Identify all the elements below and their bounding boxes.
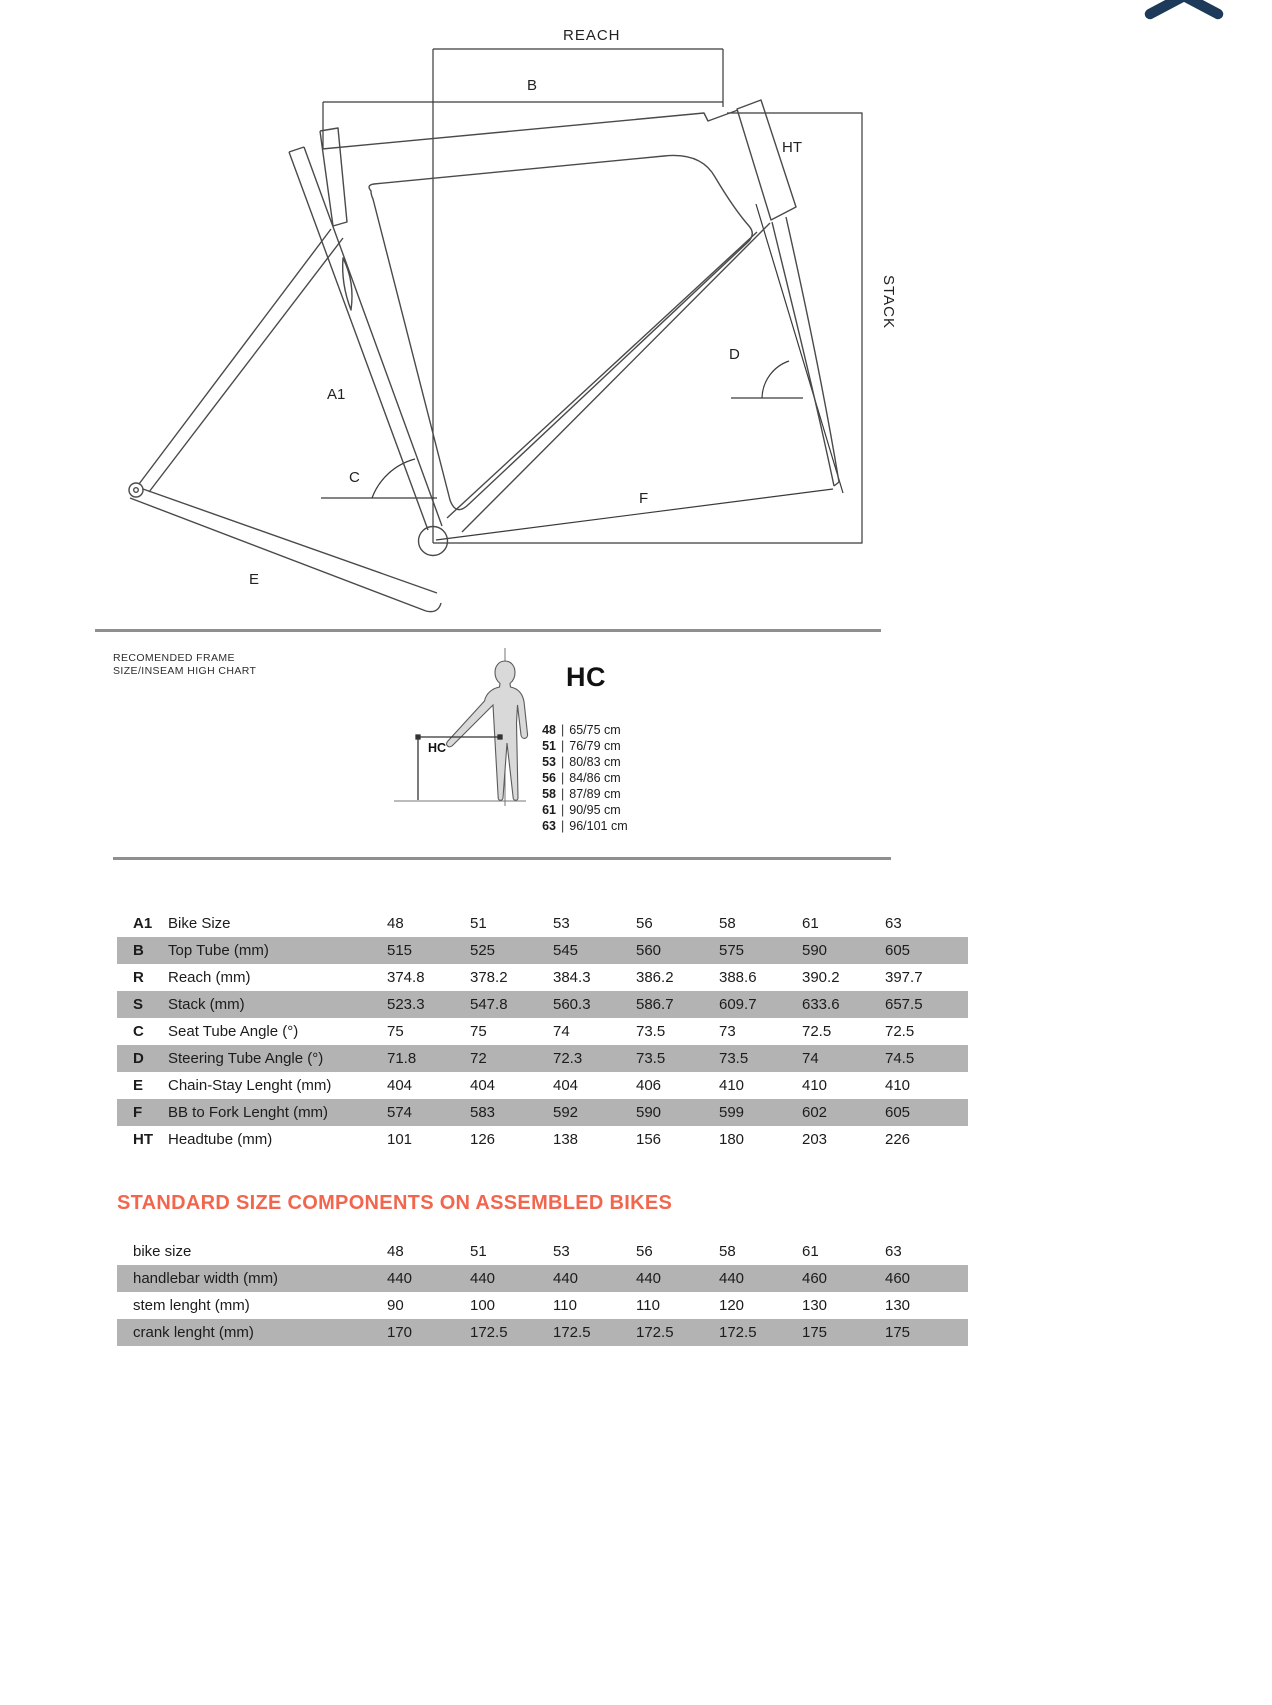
separator: | (561, 739, 565, 753)
seat-angle-label: C (349, 469, 360, 486)
table-row: stem lenght (mm) 90 100 110 110 120 130 130 (133, 1297, 911, 1314)
seat-tube-label: A1 (327, 386, 346, 403)
steering-axis-line (756, 204, 843, 493)
table-row: B Top Tube (mm) 515 525 545 560 575 590 605 (117, 937, 968, 964)
inseam-range: 90/95 cm (569, 803, 621, 817)
figure-hc-label: HC (428, 741, 447, 755)
hc-title: HC (566, 662, 606, 692)
table-row: HT Headtube (mm) 101 126 138 156 180 203 226 (133, 1131, 911, 1148)
inseam-range: 87/89 cm (569, 787, 621, 801)
table-row: R Reach (mm) 374.8 378.2 384.3 386.2 388.6 390.2 397.7 (133, 969, 923, 986)
inseam-range: 76/79 cm (569, 739, 621, 753)
rear-dropout (129, 483, 143, 497)
components-table (117, 1238, 968, 1346)
close-button[interactable] (1118, 0, 1238, 30)
table-row: S Stack (mm) 523.3 547.8 560.3 586.7 609.7 633.6 657.5 (117, 991, 968, 1018)
bb-fork-line (436, 489, 833, 540)
human-silhouette (447, 661, 528, 800)
seat-stays (139, 229, 346, 492)
frame-geometry-diagram (0, 0, 1272, 628)
separator: | (561, 819, 565, 833)
down-tube (447, 223, 770, 532)
reach-box (433, 49, 723, 543)
table-row: crank lenght (mm) 170 172.5 172.5 172.5 172.5 175 175 (117, 1319, 968, 1346)
separator: | (561, 755, 565, 769)
head-tube-label: HT (782, 139, 802, 156)
top-tube-label: B (527, 77, 538, 94)
table-row: F BB to Fork Lenght (mm) 574 583 592 590 599 602 605 (117, 1099, 968, 1126)
chain-stays (130, 489, 441, 612)
table-row: handlebar width (mm) 440 440 440 440 440 460 460 (117, 1265, 968, 1292)
stack-label: STACK (880, 275, 897, 329)
rear-dropout-axle (134, 488, 139, 493)
top-tube-measure (323, 102, 723, 149)
list-item: 48 | 65/75 cm (542, 723, 621, 737)
seat-tube (289, 147, 442, 530)
list-item: 51 | 76/79 cm (542, 739, 621, 753)
close-icon (1118, 0, 1238, 30)
separator: | (561, 803, 565, 817)
heading-line-2: SIZE/INSEAM HIGH CHART (113, 665, 257, 677)
table-row: A1 Bike Size 48 51 53 56 58 61 63 (133, 915, 902, 932)
steer-angle-measure (731, 361, 803, 398)
table-row: C Seat Tube Angle (°) 75 75 74 73.5 73 72.5 72.5 (133, 1023, 915, 1040)
list-item: 63 | 96/101 cm (542, 819, 628, 833)
steer-angle-label: D (729, 346, 740, 363)
inseam-range: 84/86 cm (569, 771, 621, 785)
table-top-rule (113, 857, 891, 860)
inseam-range: 96/101 cm (569, 819, 628, 833)
components-heading: STANDARD SIZE COMPONENTS ON ASSEMBLED BIKES (117, 1192, 673, 1214)
main-triangle-inner (369, 155, 752, 509)
separator: | (561, 771, 565, 785)
inseam-range: 65/75 cm (569, 723, 621, 737)
head-tube (737, 100, 796, 220)
list-item: 56 | 84/86 cm (542, 771, 621, 785)
table-row: E Chain-Stay Lenght (mm) 404 404 404 406 410 410 410 (133, 1077, 911, 1094)
table-row: D Steering Tube Angle (°) 71.8 72 72.3 73.5 73.5 74 74.5 (117, 1045, 968, 1072)
seat-post-notch (320, 128, 347, 226)
geometry-table (117, 910, 968, 1153)
list-item: 58 | 87/89 cm (542, 787, 621, 801)
section-divider (95, 629, 881, 632)
inseam-size-list (530, 722, 628, 834)
chain-stay-label: E (249, 571, 260, 588)
table-row: bike size 48 51 53 56 58 61 63 (133, 1243, 902, 1260)
inseam-chart-heading (113, 652, 256, 678)
list-item: 61 | 90/95 cm (542, 803, 621, 817)
reach-label: REACH (563, 27, 621, 44)
list-item: 53 | 80/83 cm (542, 755, 621, 769)
heading-line-1: RECOMENDED FRAME (113, 652, 235, 664)
top-tube (322, 110, 738, 149)
inseam-range: 80/83 cm (569, 755, 621, 769)
separator: | (561, 787, 565, 801)
bb-fork-label: F (639, 490, 649, 507)
separator: | (561, 723, 565, 737)
